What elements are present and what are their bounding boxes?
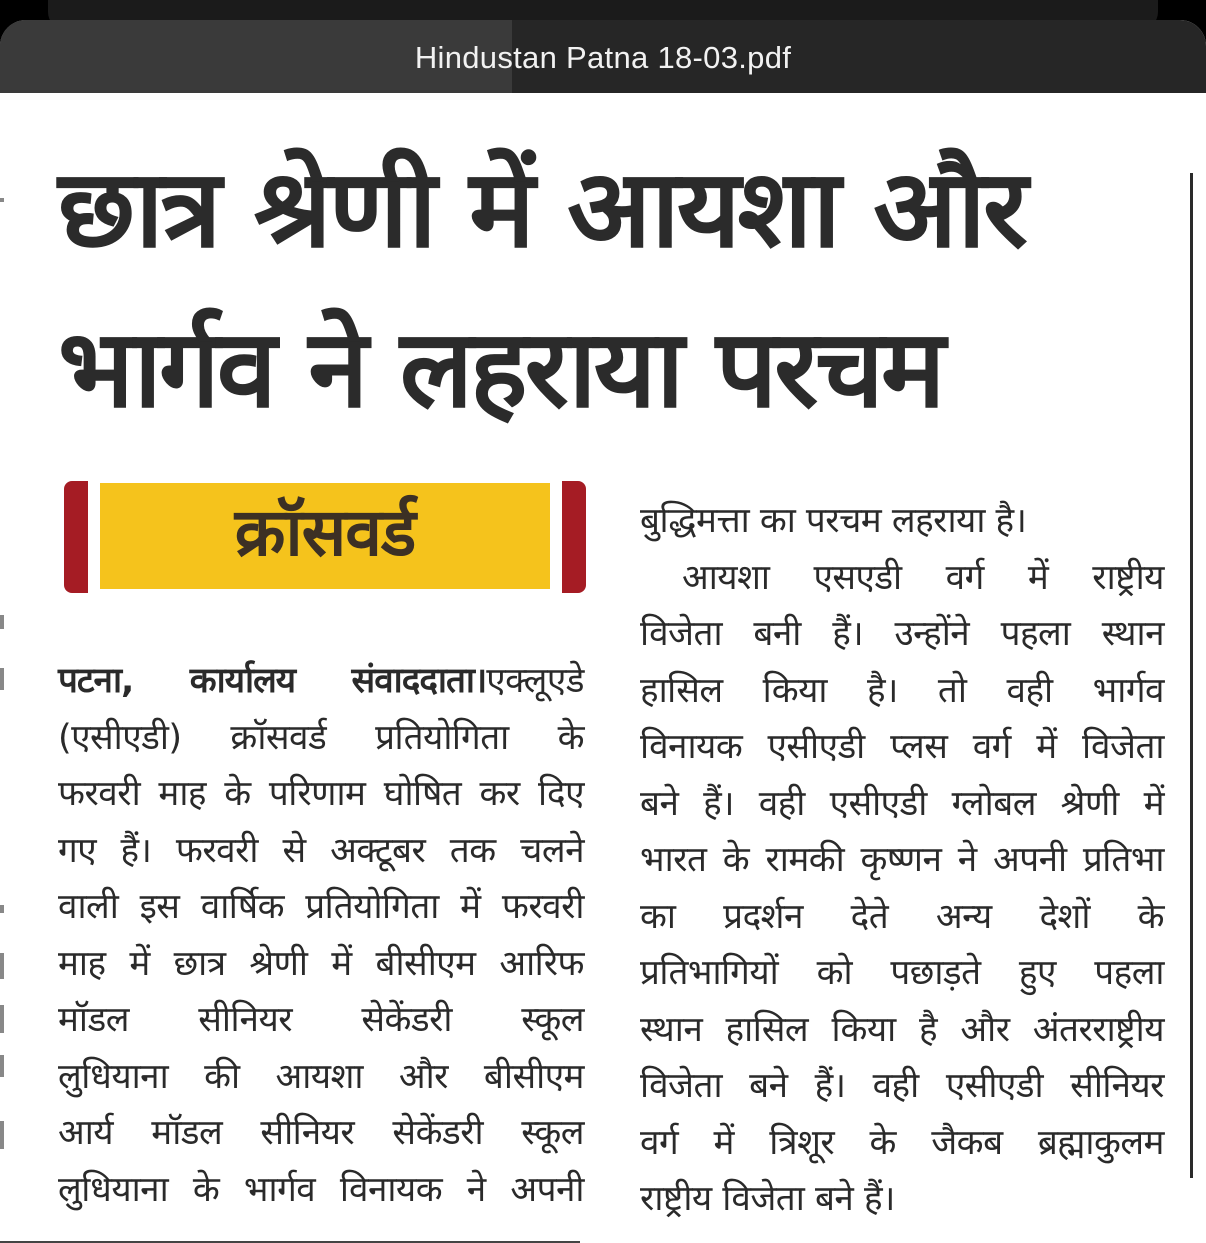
page-edge-mark	[0, 668, 4, 690]
text-line: भारत के रामकी कृष्णन ने अपनी प्रतिभा	[640, 840, 1164, 880]
article-right-column	[640, 493, 1164, 1228]
text-line: वर्ग में त्रिशूर के जैकब ब्रह्माकुलम	[640, 1122, 1164, 1163]
text-line: आर्य मॉडल सीनियर सेकेंडरी स्कूल	[58, 1113, 584, 1153]
text-line: बने हैं। वही एसीएडी ग्लोबल श्रेणी में	[640, 783, 1164, 824]
text-line: बुद्धिमत्ता का परचम लहराया है।	[640, 501, 1027, 541]
headline-line-1: छात्र श्रेणी में आयशा और	[58, 147, 1025, 272]
headline-line-2: भार्गव ने लहराया परचम	[58, 307, 943, 432]
page-edge-mark	[0, 905, 4, 913]
label-right-bar	[562, 481, 586, 593]
label-right-gap	[550, 481, 562, 593]
text-line: फरवरी माह के परिणाम घोषित कर दिए	[58, 774, 584, 814]
text-line: गए हैं। फरवरी से अक्टूबर तक चलने	[58, 830, 584, 871]
text-line: विजेता बने हैं। वही एसीएडी सीनियर	[640, 1066, 1164, 1106]
section-label-crossword	[64, 481, 586, 593]
page-edge-mark	[0, 953, 4, 979]
column-rule	[1190, 173, 1193, 1178]
text-line: विनायक एसीएडी प्लस वर्ग में विजेता	[640, 727, 1164, 767]
text-line: (एसीएडी) क्रॉसवर्ड प्रतियोगिता के	[58, 717, 584, 758]
document-title[interactable]: Hindustan Patna 18-03.pdf	[414, 40, 792, 75]
text-line: वाली इस वार्षिक प्रतियोगिता में फरवरी	[58, 887, 584, 927]
text-line: लुधियाना की आयशा और बीसीएम	[58, 1056, 584, 1097]
text-line: हासिल किया है। तो वही भार्गव	[640, 670, 1164, 711]
section-label-text: क्रॉसवर्ड	[100, 483, 550, 589]
page-edge-mark	[0, 198, 4, 202]
text-line: स्थान हासिल किया है और अंतरराष्ट्रीय	[640, 1009, 1164, 1050]
text-line: मॉडल सीनियर सेकेंडरी स्कूल	[58, 1000, 584, 1040]
title-bar	[0, 20, 1206, 93]
text-line: प्रतिभागियों को पछाड़ते हुए पहला	[640, 953, 1164, 993]
dateline: पटना, कार्यालय संवाददाता।	[58, 661, 487, 701]
text-line: माह में छात्र श्रेणी में बीसीएम आरिफ	[58, 943, 584, 984]
text-line	[58, 653, 584, 710]
pdf-viewer-window	[0, 20, 1206, 1243]
label-left-bar	[64, 481, 88, 593]
text-line: आयशा एसएडी वर्ग में राष्ट्रीय	[682, 557, 1164, 598]
page-edge-mark	[0, 615, 4, 629]
text-line: विजेता बनी हैं। उन्होंने पहला स्थान	[640, 614, 1164, 654]
pdf-page[interactable]	[0, 93, 1206, 1243]
article-left-column	[58, 653, 584, 1218]
label-left-gap	[88, 481, 100, 593]
text-line: राष्ट्रीय विजेता बने हैं।	[640, 1179, 895, 1219]
page-edge-mark	[0, 1121, 4, 1149]
page-edge-mark	[0, 1055, 4, 1077]
text-line-rest: एक्लूएडे	[486, 661, 584, 701]
text-line: लुधियाना के भार्गव विनायक ने अपनी	[58, 1169, 584, 1210]
page-edge-mark	[0, 1005, 4, 1033]
text-line: का प्रदर्शन देते अन्य देशों के	[640, 896, 1164, 937]
